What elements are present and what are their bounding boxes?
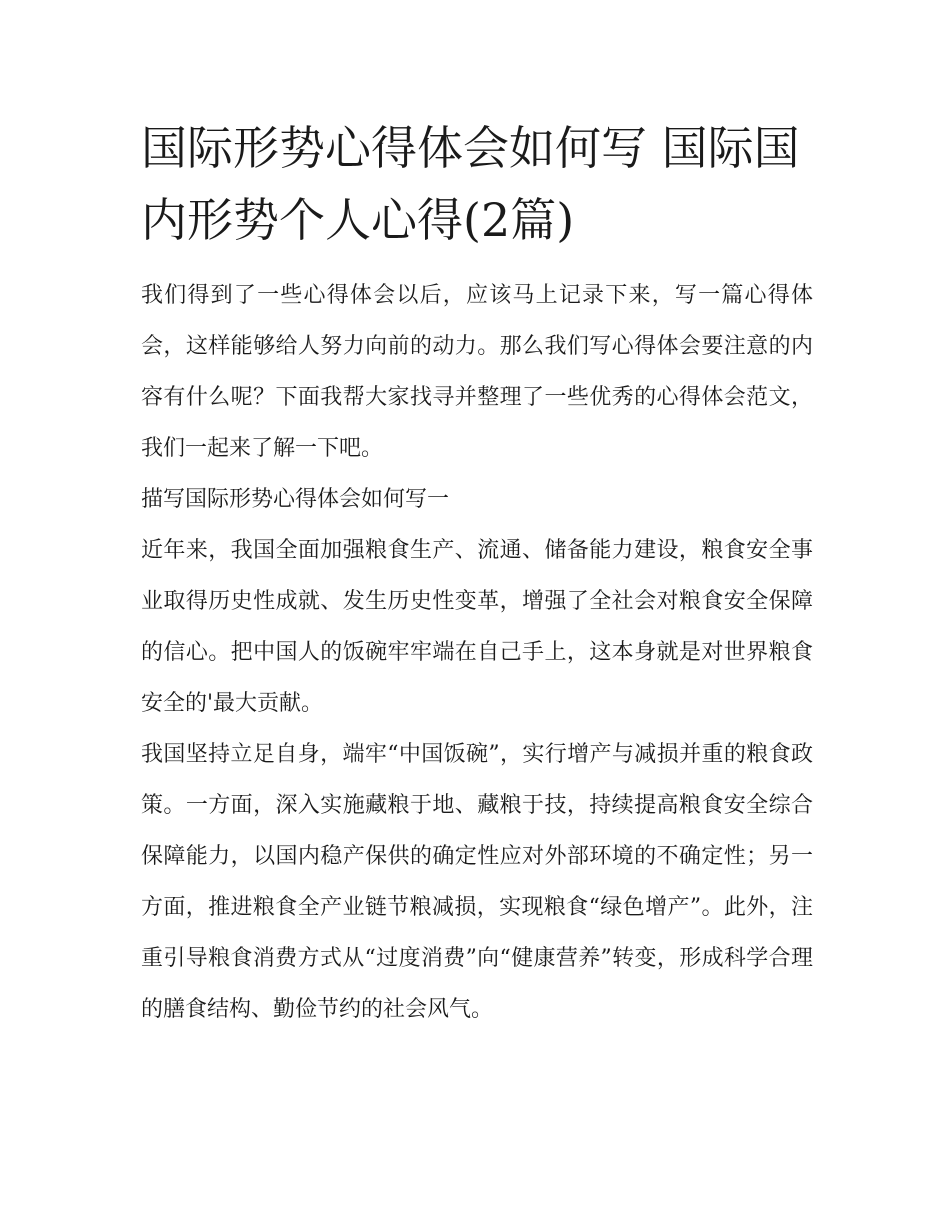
body-paragraph: 近年来，我国全面加强粮食生产、流通、储备能力建设，粮食安全事业取得历史性成就、发生历史性变革，增强了全社会对粮食安全保障的信心。把中国人的饭碗牢牢端在自己手上，这本身就是对世界粮食安全的'最大贡献。 bbox=[141, 538, 813, 716]
body-paragraph: 我国坚持立足自身，端牢“中国饭碗”，实行增产与减损并重的粮食政策。一方面，深入实施藏粮于地、藏粮于技，持续提高粮食安全综合保障能力，以国内稳产保供的确定性应对外部环境的不确定性；另一方面，推进粮食全产业链节粮减损，实现粮食“绿色增产”。此外，注重引导粮食消费方式从“过度消费”向“健康营养”转变，形成科学合理的膳食结构、勤俭节约的社会风气。 bbox=[141, 742, 813, 1022]
document-title: 国际形势心得体会如何写 国际国内形势个人心得(2篇) bbox=[141, 121, 800, 247]
intro-paragraph: 我们得到了一些心得体会以后，应该马上记录下来，写一篇心得体会，这样能够给人努力向前的动力。那么我们写心得体会要注意的内容有什么呢？下面我帮大家找寻并整理了一些优秀的心得体会范文，我们一起来了解一下吧。 bbox=[141, 283, 813, 461]
section-heading: 描写国际形势心得体会如何写一 bbox=[141, 487, 450, 512]
document-page bbox=[141, 112, 813, 1035]
document-body bbox=[141, 270, 813, 1035]
